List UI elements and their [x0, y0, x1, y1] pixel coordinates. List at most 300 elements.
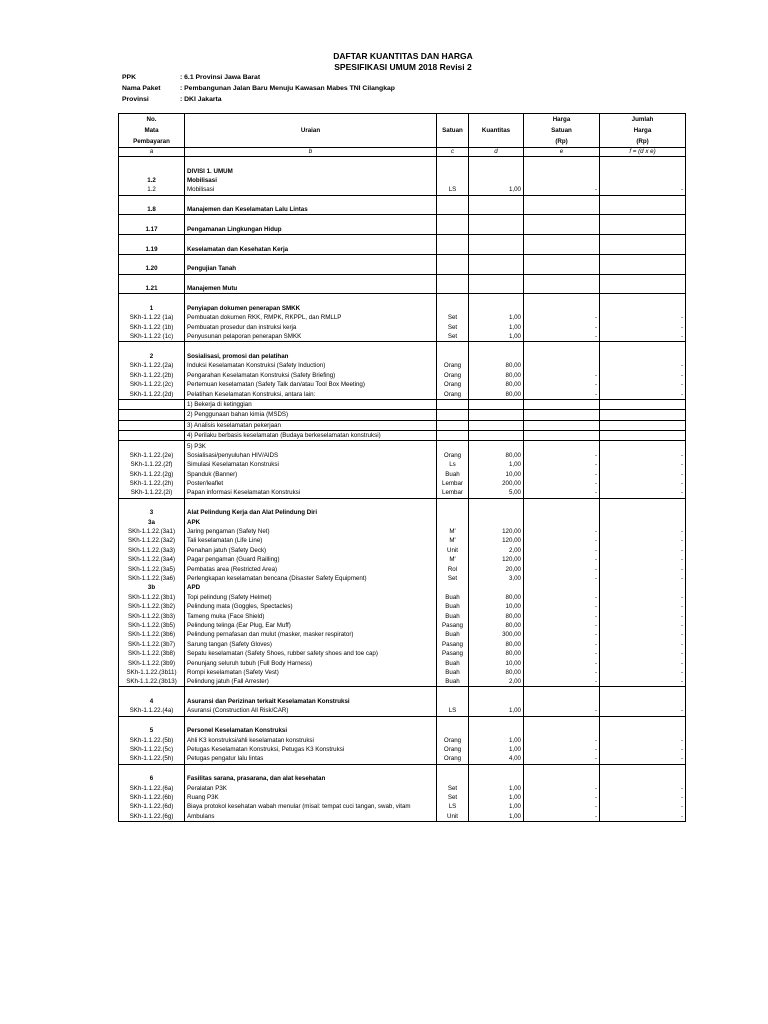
cell-kuantitas	[469, 716, 524, 726]
table-row	[119, 658, 686, 667]
cell-jumlah-harga: -	[600, 546, 686, 555]
table-row	[119, 716, 686, 726]
cell-mata-pembayaran: SKh-1.1.22.(6g)	[119, 812, 185, 822]
cell-kuantitas	[469, 235, 524, 245]
cell-uraian: Tameng muka (Face Shield)	[185, 611, 437, 620]
table-row	[119, 793, 686, 802]
cell-jumlah-harga: -	[600, 658, 686, 667]
header-kuantitas: Kuantitas	[469, 114, 524, 148]
cell-satuan	[437, 498, 469, 508]
cell-satuan: Set	[437, 323, 469, 332]
cell-jumlah-harga: -	[600, 323, 686, 332]
cell-satuan: Buah	[437, 602, 469, 611]
cell-satuan	[437, 410, 469, 420]
cell-kuantitas: 1,00	[469, 323, 524, 332]
cell-kuantitas: 1,00	[469, 735, 524, 744]
cell-uraian	[185, 157, 437, 167]
cell-kuantitas	[469, 441, 524, 451]
cell-uraian: Simulasi Keselamatan Konstruksi	[185, 460, 437, 469]
cell-kuantitas: 120,00	[469, 536, 524, 545]
cell-uraian: Asuransi (Construction All Risk/CAR)	[185, 706, 437, 716]
table-header-row	[119, 114, 686, 148]
cell-kuantitas	[469, 274, 524, 284]
cell-uraian: Personel Keselamatan Konstruksi	[185, 726, 437, 735]
cell-kuantitas: 120,00	[469, 555, 524, 564]
cell-satuan	[437, 245, 469, 255]
cell-mata-pembayaran	[119, 441, 185, 451]
table-row	[119, 677, 686, 687]
cell-satuan	[437, 583, 469, 592]
table-row	[119, 630, 686, 639]
cell-satuan: Lembar	[437, 479, 469, 488]
cell-satuan: Set	[437, 793, 469, 802]
cell-harga-satuan: -	[524, 602, 600, 611]
table-row	[119, 726, 686, 735]
cell-uraian: Manajemen dan Keselamatan Lalu Lintas	[185, 205, 437, 215]
cell-uraian: Penahan jatuh (Safety Deck)	[185, 546, 437, 555]
cell-jumlah-harga: -	[600, 793, 686, 802]
letter-f: f = (d x e)	[600, 148, 686, 157]
cell-mata-pembayaran: SKh-1.1.22.(3a1)	[119, 527, 185, 536]
cell-mata-pembayaran: SKh-1.1.22.(2g)	[119, 470, 185, 479]
cell-kuantitas: 10,00	[469, 470, 524, 479]
cell-mata-pembayaran: SKh-1.1.22.(6b)	[119, 793, 185, 802]
cell-uraian: Pembuatan dokumen RKK, RMPK, RKPPL, dan RMLLP	[185, 313, 437, 322]
cell-satuan	[437, 726, 469, 735]
header-text: (Rp)	[636, 138, 649, 145]
cell-uraian	[185, 716, 437, 726]
table-row	[119, 342, 686, 352]
cell-harga-satuan: -	[524, 649, 600, 658]
cell-satuan	[437, 508, 469, 517]
cell-kuantitas	[469, 294, 524, 304]
cell-uraian: Spanduk (Banner)	[185, 470, 437, 479]
cell-satuan	[437, 284, 469, 294]
table-row	[119, 649, 686, 658]
cell-mata-pembayaran: SKh-1.1.22 (1a)	[119, 313, 185, 322]
cell-uraian	[185, 342, 437, 352]
letter-e: e	[524, 148, 600, 157]
cell-kuantitas	[469, 517, 524, 526]
cell-jumlah-harga: -	[600, 313, 686, 322]
cell-satuan	[437, 166, 469, 175]
cell-uraian: Biaya protokol kesehatan wabah menular (misal: tempat cuci tangan, swab, vitam	[185, 802, 437, 811]
cell-mata-pembayaran: 1.20	[119, 264, 185, 274]
cell-satuan	[437, 235, 469, 245]
cell-kuantitas	[469, 498, 524, 508]
cell-harga-satuan	[524, 716, 600, 726]
cell-kuantitas: 1,00	[469, 313, 524, 322]
cell-harga-satuan	[524, 157, 600, 167]
cell-harga-satuan	[524, 583, 600, 592]
table-row	[119, 527, 686, 536]
cell-kuantitas	[469, 245, 524, 255]
cell-kuantitas	[469, 430, 524, 440]
cell-jumlah-harga	[600, 284, 686, 294]
cell-mata-pembayaran: SKh-1.1.22.(5h)	[119, 754, 185, 764]
table-row	[119, 166, 686, 175]
table-row	[119, 555, 686, 564]
cell-kuantitas	[469, 205, 524, 215]
cell-harga-satuan	[524, 294, 600, 304]
cell-jumlah-harga: -	[600, 630, 686, 639]
cell-kuantitas: 80,00	[469, 621, 524, 630]
cell-uraian	[185, 235, 437, 245]
cell-harga-satuan	[524, 697, 600, 706]
cell-uraian: 1) Bekerja di ketinggian	[185, 399, 437, 409]
header-uraian: Uraian	[185, 114, 437, 148]
cell-kuantitas	[469, 254, 524, 264]
header-satuan: Satuan	[437, 114, 469, 148]
cell-uraian: DIVISI 1. UMUM	[185, 166, 437, 175]
cell-jumlah-harga: -	[600, 602, 686, 611]
cell-satuan	[437, 294, 469, 304]
cell-kuantitas	[469, 687, 524, 697]
cell-harga-satuan: -	[524, 380, 600, 389]
cell-mata-pembayaran: SKh-1.1.22.(4a)	[119, 706, 185, 716]
cell-harga-satuan: -	[524, 630, 600, 639]
cell-harga-satuan	[524, 264, 600, 274]
cell-uraian: 4) Perilaku berbasis keselamatan (Budaya berkeselamatan konstruksi)	[185, 430, 437, 440]
cell-mata-pembayaran: SKh-1.1.22.(6d)	[119, 802, 185, 811]
cell-harga-satuan	[524, 274, 600, 284]
cell-uraian: Pelindung pernafasan dan mulut (masker, masker respirator)	[185, 630, 437, 639]
cell-kuantitas	[469, 697, 524, 706]
table-row	[119, 430, 686, 440]
cell-kuantitas	[469, 508, 524, 517]
cell-harga-satuan	[524, 304, 600, 313]
table-row	[119, 264, 686, 274]
cell-satuan: Orang	[437, 361, 469, 370]
cell-jumlah-harga	[600, 399, 686, 409]
cell-kuantitas	[469, 304, 524, 313]
cell-mata-pembayaran: SKh-1.1.22.(3a2)	[119, 536, 185, 545]
table-row	[119, 441, 686, 451]
cell-mata-pembayaran: SKh-1.1.22.(2f)	[119, 460, 185, 469]
cell-uraian: Mobilisasi	[185, 185, 437, 195]
cell-harga-satuan	[524, 498, 600, 508]
cell-harga-satuan: -	[524, 574, 600, 583]
cell-uraian: Papan informasi Keselamatan Konstruksi	[185, 488, 437, 498]
table-row	[119, 640, 686, 649]
cell-jumlah-harga: -	[600, 745, 686, 754]
cell-jumlah-harga	[600, 498, 686, 508]
cell-uraian: Rompi keselamatan (Safety Vest)	[185, 668, 437, 677]
cell-mata-pembayaran	[119, 716, 185, 726]
cell-kuantitas	[469, 157, 524, 167]
cell-kuantitas: 200,00	[469, 479, 524, 488]
table-row	[119, 460, 686, 469]
cell-jumlah-harga: -	[600, 611, 686, 620]
table-row	[119, 352, 686, 361]
cell-kuantitas	[469, 166, 524, 175]
cell-uraian	[185, 195, 437, 205]
cell-harga-satuan	[524, 774, 600, 783]
cell-kuantitas: 80,00	[469, 361, 524, 370]
cell-uraian: Petugas Keselamatan Konstruksi, Petugas K3 Konstruksi	[185, 745, 437, 754]
cell-mata-pembayaran: SKh-1.1.22.(3a4)	[119, 555, 185, 564]
table-row	[119, 380, 686, 389]
cell-harga-satuan: -	[524, 470, 600, 479]
cell-mata-pembayaran: 4	[119, 697, 185, 706]
cell-uraian: Pengujian Tanah	[185, 264, 437, 274]
cell-mata-pembayaran: SKh-1.1.22.(3b11)	[119, 668, 185, 677]
cell-uraian: Asuransi dan Perizinan terkait Keselamatan Konstruksi	[185, 697, 437, 706]
cell-uraian	[185, 215, 437, 225]
cell-mata-pembayaran	[119, 399, 185, 409]
cell-harga-satuan	[524, 441, 600, 451]
cell-mata-pembayaran: 3b	[119, 583, 185, 592]
cell-satuan	[437, 441, 469, 451]
cell-satuan: LS	[437, 802, 469, 811]
header-text: (Rp)	[555, 138, 568, 145]
cell-satuan	[437, 420, 469, 430]
cell-jumlah-harga	[600, 245, 686, 255]
cell-satuan	[437, 430, 469, 440]
cell-uraian: 5) P3K	[185, 441, 437, 451]
cell-uraian: Alat Pelindung Kerja dan Alat Pelindung Diri	[185, 508, 437, 517]
cell-harga-satuan	[524, 225, 600, 235]
table-row	[119, 706, 686, 716]
cell-jumlah-harga: -	[600, 185, 686, 195]
meta-key: Provinsi	[122, 96, 149, 103]
cell-satuan: Buah	[437, 658, 469, 667]
cell-harga-satuan	[524, 215, 600, 225]
table-row	[119, 332, 686, 342]
cell-kuantitas: 80,00	[469, 668, 524, 677]
cell-jumlah-harga	[600, 254, 686, 264]
cell-uraian: Ambulans	[185, 812, 437, 822]
cell-satuan: Buah	[437, 611, 469, 620]
cell-satuan: M'	[437, 527, 469, 536]
table-row	[119, 371, 686, 380]
cell-uraian: 2) Penggunaan bahan kimia (MSDS)	[185, 410, 437, 420]
table-row	[119, 185, 686, 195]
cell-jumlah-harga: -	[600, 621, 686, 630]
cell-mata-pembayaran: SKh-1.1.22.(5b)	[119, 735, 185, 744]
cell-harga-satuan	[524, 245, 600, 255]
cell-kuantitas: 80,00	[469, 451, 524, 460]
cell-jumlah-harga: -	[600, 574, 686, 583]
cell-satuan	[437, 195, 469, 205]
cell-kuantitas: 80,00	[469, 611, 524, 620]
cell-uraian: Petugas pengatur lalu lintas	[185, 754, 437, 764]
cell-kuantitas	[469, 583, 524, 592]
cell-satuan: LS	[437, 706, 469, 716]
cell-uraian: Sepatu keselamatan (Safety Shoes, rubber safety shoes and toe cap)	[185, 649, 437, 658]
cell-jumlah-harga: -	[600, 371, 686, 380]
cell-harga-satuan: -	[524, 640, 600, 649]
cell-jumlah-harga: -	[600, 470, 686, 479]
cell-mata-pembayaran	[119, 254, 185, 264]
cell-harga-satuan: -	[524, 564, 600, 573]
cell-mata-pembayaran: SKh-1.1.22.(3b3)	[119, 611, 185, 620]
cell-kuantitas	[469, 352, 524, 361]
cell-mata-pembayaran	[119, 342, 185, 352]
cell-jumlah-harga: -	[600, 536, 686, 545]
cell-kuantitas: 80,00	[469, 593, 524, 602]
cell-satuan	[437, 352, 469, 361]
letter-d: d	[469, 148, 524, 157]
letter-b: b	[185, 148, 437, 157]
cell-kuantitas	[469, 726, 524, 735]
cell-jumlah-harga	[600, 410, 686, 420]
table-row	[119, 157, 686, 167]
table-row	[119, 745, 686, 754]
cell-satuan: Orang	[437, 371, 469, 380]
cell-uraian	[185, 764, 437, 774]
cell-satuan	[437, 687, 469, 697]
cell-jumlah-harga: -	[600, 555, 686, 564]
cell-satuan	[437, 274, 469, 284]
table-row	[119, 611, 686, 620]
table-row	[119, 508, 686, 517]
cell-kuantitas: 3,00	[469, 574, 524, 583]
header-text: No.	[146, 116, 157, 123]
cell-harga-satuan	[524, 352, 600, 361]
cell-mata-pembayaran: SKh-1.1.22.(2b)	[119, 371, 185, 380]
table-row	[119, 754, 686, 764]
cell-harga-satuan	[524, 361, 600, 370]
cell-mata-pembayaran: 1.2	[119, 185, 185, 195]
cell-uraian: Ruang P3K	[185, 793, 437, 802]
cell-harga-satuan	[524, 764, 600, 774]
cell-harga-satuan	[524, 726, 600, 735]
cell-kuantitas	[469, 342, 524, 352]
cell-uraian: Fasilitas sarana, prasarana, dan alat kesehatan	[185, 774, 437, 783]
table-row	[119, 304, 686, 313]
cell-jumlah-harga	[600, 342, 686, 352]
table-row	[119, 479, 686, 488]
table-row	[119, 802, 686, 811]
cell-mata-pembayaran	[119, 215, 185, 225]
table-row	[119, 225, 686, 235]
cell-satuan: Set	[437, 313, 469, 322]
cell-mata-pembayaran: SKh-1.1.22.(3b1)	[119, 593, 185, 602]
cell-uraian: Mobilisasi	[185, 176, 437, 185]
cell-harga-satuan: -	[524, 621, 600, 630]
cell-mata-pembayaran	[119, 687, 185, 697]
cell-jumlah-harga	[600, 697, 686, 706]
cell-satuan: Unit	[437, 546, 469, 555]
cell-satuan	[437, 205, 469, 215]
cell-satuan: Buah	[437, 470, 469, 479]
cell-jumlah-harga: -	[600, 361, 686, 370]
cell-kuantitas: 1,00	[469, 745, 524, 754]
cell-jumlah-harga	[600, 687, 686, 697]
cell-jumlah-harga: -	[600, 564, 686, 573]
cell-satuan	[437, 264, 469, 274]
cell-uraian: Tali keselamatan (Life Line)	[185, 536, 437, 545]
cell-kuantitas	[469, 215, 524, 225]
cell-kuantitas	[469, 410, 524, 420]
header-no	[119, 114, 185, 148]
header-text: Satuan	[551, 127, 572, 134]
cell-satuan: Pasang	[437, 640, 469, 649]
table-row	[119, 245, 686, 255]
header-jumlah-harga	[600, 114, 686, 148]
cell-satuan: Ls	[437, 460, 469, 469]
cell-kuantitas	[469, 225, 524, 235]
cell-satuan: Pasang	[437, 621, 469, 630]
cell-jumlah-harga: -	[600, 706, 686, 716]
cell-harga-satuan: -	[524, 668, 600, 677]
cell-jumlah-harga: -	[600, 668, 686, 677]
cell-jumlah-harga: -	[600, 380, 686, 389]
cell-jumlah-harga	[600, 420, 686, 430]
cell-harga-satuan: -	[524, 371, 600, 380]
cell-harga-satuan	[524, 205, 600, 215]
cell-mata-pembayaran: 1.8	[119, 205, 185, 215]
cell-mata-pembayaran: 1.17	[119, 225, 185, 235]
table-row	[119, 735, 686, 744]
cell-satuan	[437, 215, 469, 225]
table-row	[119, 498, 686, 508]
cell-mata-pembayaran	[119, 420, 185, 430]
cell-mata-pembayaran: SKh-1.1.22.(3b5)	[119, 621, 185, 630]
cell-kuantitas: 300,00	[469, 630, 524, 639]
cell-mata-pembayaran: SKh-1.1.22 (1c)	[119, 332, 185, 342]
cell-jumlah-harga: -	[600, 754, 686, 764]
cell-kuantitas: 4,00	[469, 754, 524, 764]
cell-harga-satuan: -	[524, 812, 600, 822]
table-row	[119, 284, 686, 294]
cell-satuan	[437, 764, 469, 774]
cell-uraian	[185, 498, 437, 508]
cell-mata-pembayaran	[119, 195, 185, 205]
cell-uraian: Pagar pengaman (Guard Railling)	[185, 555, 437, 564]
cell-jumlah-harga	[600, 157, 686, 167]
cell-mata-pembayaran: SKh-1.1.22.(3a3)	[119, 546, 185, 555]
cell-mata-pembayaran: SKh-1.1.22.(3b7)	[119, 640, 185, 649]
cell-kuantitas: 1,00	[469, 802, 524, 811]
cell-kuantitas	[469, 264, 524, 274]
cell-uraian	[185, 687, 437, 697]
cell-uraian: Pelindung mata (Goggles, Spectacles)	[185, 602, 437, 611]
cell-kuantitas: 20,00	[469, 564, 524, 573]
meta-ppk	[122, 74, 260, 81]
cell-harga-satuan	[524, 687, 600, 697]
cell-mata-pembayaran: SKh-1.1.22.(2e)	[119, 451, 185, 460]
cell-uraian: Ahli K3 konstruksi/ahli keselamatan konstruksi	[185, 735, 437, 744]
table-row	[119, 593, 686, 602]
table-row	[119, 235, 686, 245]
cell-jumlah-harga	[600, 274, 686, 284]
cell-mata-pembayaran: SKh-1.1.22 (1b)	[119, 323, 185, 332]
cell-jumlah-harga	[600, 225, 686, 235]
cell-harga-satuan	[524, 410, 600, 420]
meta-key: Nama Paket	[122, 85, 161, 92]
table-row	[119, 389, 686, 399]
cell-harga-satuan	[524, 195, 600, 205]
table-row	[119, 517, 686, 526]
cell-kuantitas	[469, 176, 524, 185]
cell-harga-satuan: -	[524, 802, 600, 811]
cell-uraian: Penunjang seluruh tubuh (Full Body Harness)	[185, 658, 437, 667]
cell-harga-satuan: -	[524, 313, 600, 322]
table-row	[119, 574, 686, 583]
cell-uraian: APD	[185, 583, 437, 592]
cell-harga-satuan	[524, 420, 600, 430]
cell-kuantitas	[469, 420, 524, 430]
cell-uraian: Pembatas area (Restricted Area)	[185, 564, 437, 573]
cell-satuan: Buah	[437, 668, 469, 677]
cell-kuantitas: 120,00	[469, 527, 524, 536]
cell-mata-pembayaran: SKh-1.1.22.(3b13)	[119, 677, 185, 687]
cell-mata-pembayaran	[119, 166, 185, 175]
table-row	[119, 323, 686, 332]
table-row	[119, 764, 686, 774]
